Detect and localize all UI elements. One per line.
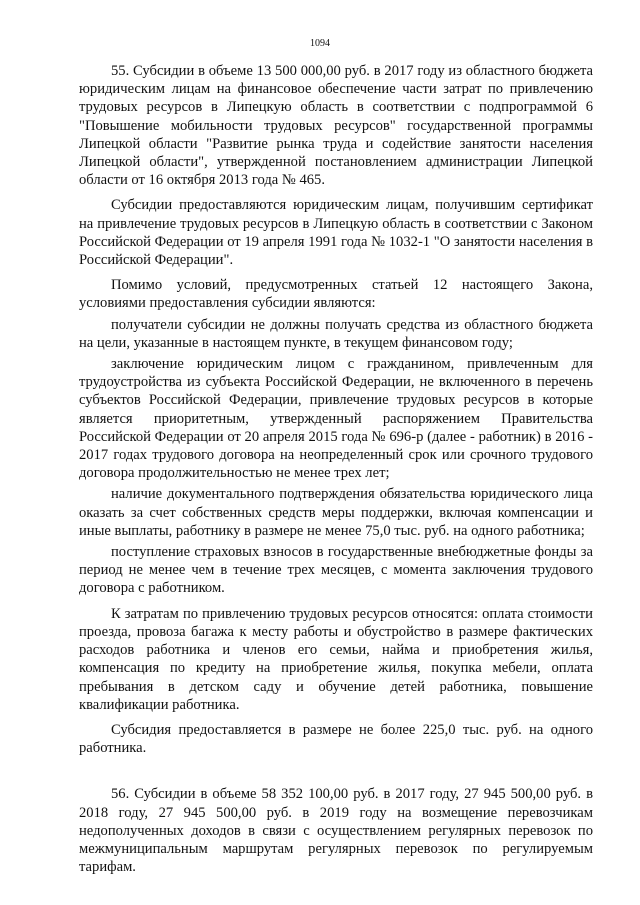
paragraph-conditions-intro: Помимо условий, предусмотренных статьей 12 настоящего Закона, условиями предоставления субсидии являются: (79, 277, 593, 312)
paragraph-condition-1: получатели субсидии не должны получать средства из областного бюджета на цели, указанные в настоящем пункте, в текущем финансовом году; (79, 316, 593, 351)
paragraph-certificate: Субсидии предоставляются юридическим лицам, получившим сертификат на привлечение трудовых ресурсов в Липецкую область в соответствии с Законом Российской Федерации от 19 апреля 1991 года № 1032-1 "О занятости населения в Российской Федерации". (79, 197, 593, 269)
paragraph-costs: К затратам по привлечению трудовых ресурсов относятся: оплата стоимости проезда, провоза багажа к месту работы и обустройство в размере фактических расходов работника и членов его семьи, найма и приобретения жилья, компенсация по кредиту на приобретение жилья, покупка мебели, оплата пребывания в детском саду и обучение детей работника, повышение квалификации работника. (79, 605, 593, 713)
paragraph-condition-2: заключение юридическим лицом с гражданином, привлеченным для трудоустройства из субъекта Российской Федерации, не включенного в перечень субъектов Российской Федерации, привлечение трудовых ресурсов в которые является приоритетным, утвержденный распоряжением Правительства Российской Федерации от 20 апреля 2015 года № 696-р (далее - работник) в 2016 - 2017 годах трудового договора на неопределенный срок или срочного трудового договора продолжительностью не менее трех лет; (79, 356, 593, 482)
paragraph-subsidy-amount: Субсидия предоставляется в размере не более 225,0 тыс. руб. на одного работника. (79, 721, 593, 757)
document-body (79, 62, 593, 883)
paragraph-item-56: 56. Субсидии в объеме 58 352 100,00 руб. в 2017 году, 27 945 500,00 руб. в 2018 году, 27 945 500,00 руб. в 2019 году на возмещение перевозчикам недополученных доходов в связи с осуществлением регулярных перевозок по межмуниципальным маршрутам регулярных перевозок по регулируемым тарифам. (79, 786, 593, 876)
page-number: 1094 (310, 38, 330, 49)
paragraph-item-55: 55. Субсидии в объеме 13 500 000,00 руб. в 2017 году из областного бюджета юридическим лицам на финансовое обеспечение части затрат по привлечению трудовых ресурсов в Липецкую область в соответствии с подпрограммой 6 "Повышение мобильности трудовых ресурсов" государственной программы Липецкой области "Развитие рынка труда и содействие занятости населения Липецкой области", утвержденной постановлением администрации Липецкой области от 16 октября 2013 года № 465. (79, 63, 593, 189)
paragraph-condition-4: поступление страховых взносов в государственные внебюджетные фонды за период не менее чем в течение трех месяцев, с момента заключения трудового договора с работником. (79, 544, 593, 597)
paragraph-condition-3: наличие документального подтверждения обязательства юридического лица оказать за счет собственных средств меры поддержки, включая компенсации и иные выплаты, работнику в размере не менее 75,0 тыс. руб. на одного работника; (79, 486, 593, 539)
